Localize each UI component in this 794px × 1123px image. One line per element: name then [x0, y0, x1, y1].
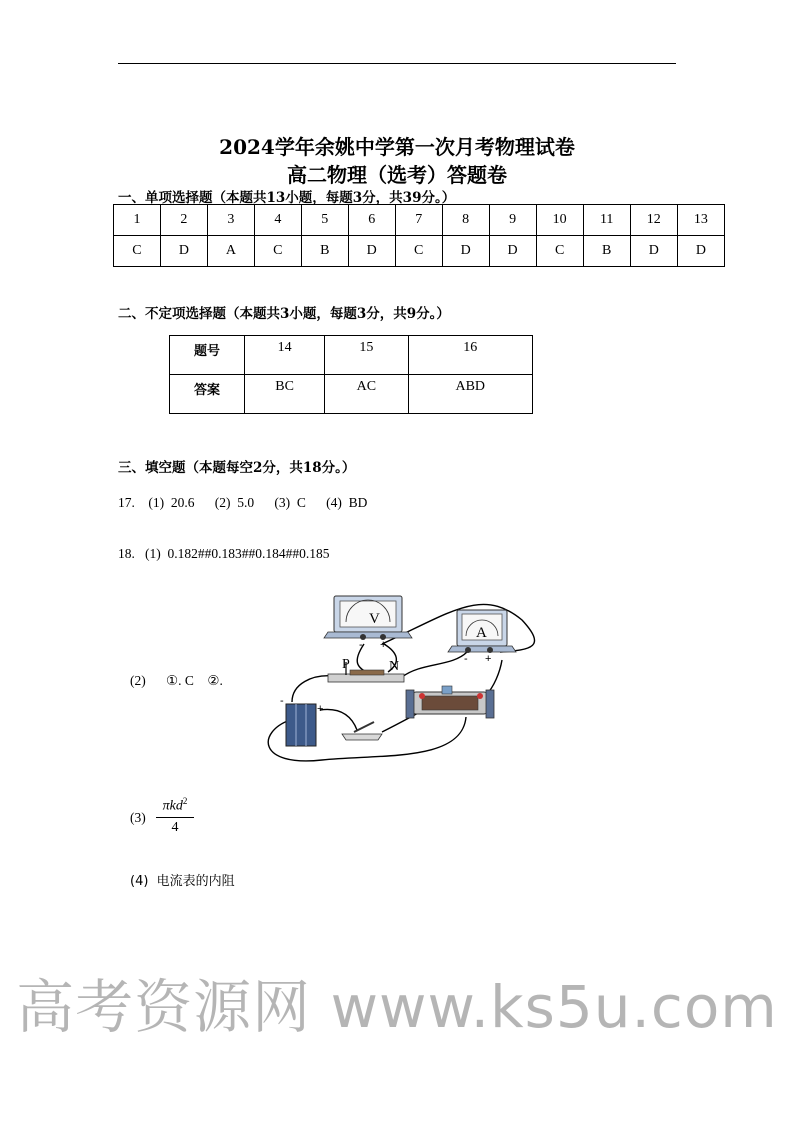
battery-plus: +	[317, 703, 324, 715]
switch	[342, 722, 382, 740]
wire-a-minus-to-n	[402, 652, 467, 677]
question-number: 11	[583, 205, 630, 236]
q18-part3-label: (3)	[130, 810, 146, 825]
ammeter-plus: +	[485, 653, 492, 665]
point-n-label: N	[389, 659, 400, 674]
question-number: 10	[536, 205, 583, 236]
q18-part4: (4) 电流表的内阻	[130, 874, 235, 889]
answer-cell: ABD	[408, 375, 533, 414]
point-p-label: P	[342, 657, 350, 672]
answer-cell: D	[442, 236, 489, 267]
question-number: 3	[207, 205, 254, 236]
answer-cell: C	[254, 236, 301, 267]
wire-battery-to-switch	[320, 709, 357, 730]
fraction-denominator: 4	[171, 819, 179, 835]
question-number: 2	[160, 205, 207, 236]
table-row	[114, 205, 725, 236]
header-rule	[118, 63, 676, 64]
answer-cell: D	[630, 236, 677, 267]
answer-cell: D	[677, 236, 724, 267]
row-label-answer: 答案	[170, 375, 245, 414]
section2-heading: 二、不定项选择题（本题共3小题，每题3分，共9分。）	[118, 306, 450, 322]
question-number: 1	[114, 205, 161, 236]
question-number: 6	[348, 205, 395, 236]
question-number: 15	[325, 336, 408, 375]
question-number: 5	[301, 205, 348, 236]
answer-cell: BC	[245, 375, 325, 414]
battery-minus: -	[280, 695, 284, 707]
rheostat	[406, 686, 494, 718]
voltmeter-label: V	[369, 611, 380, 627]
answer-cell: D	[489, 236, 536, 267]
answer-cell: D	[160, 236, 207, 267]
ammeter-minus: -	[464, 653, 468, 665]
watermark: 高考资源网 www.ks5u.com	[16, 973, 778, 1041]
question-number: 9	[489, 205, 536, 236]
answer-sheet-subtitle: 高二物理（选考）答题卷	[287, 163, 507, 187]
question-number: 13	[677, 205, 724, 236]
row-label-number: 题号	[170, 336, 245, 375]
question-number: 16	[408, 336, 533, 375]
answer-cell: D	[348, 236, 395, 267]
answer-cell: B	[301, 236, 348, 267]
section1-heading: 一、单项选择题（本题共13小题，每题3分，共39分。）	[118, 190, 456, 206]
answer-cell: B	[583, 236, 630, 267]
voltmeter-minus: -	[359, 639, 363, 651]
q18-part2: (2) ①. C ②.	[130, 673, 223, 688]
section3-heading: 三、填空题（本题每空2分，共18分。）	[118, 460, 356, 476]
section2-answer-table	[169, 335, 533, 414]
fraction-numerator	[156, 796, 194, 818]
circuit-diagram	[262, 592, 544, 764]
q17-answers: 17. (1) 20.6 (2) 5.0 (3) C (4) BD	[118, 495, 368, 510]
exam-title: 2024学年余姚中学第一次月考物理试卷	[219, 135, 575, 159]
numerator-text: πkd	[162, 798, 183, 814]
question-number: 8	[442, 205, 489, 236]
answer-cell: C	[395, 236, 442, 267]
q18-part3-fraction	[156, 796, 194, 836]
battery	[286, 704, 316, 746]
section1-answer-table	[113, 204, 725, 267]
question-number: 4	[254, 205, 301, 236]
table-row	[170, 336, 533, 375]
table-row	[170, 375, 533, 414]
numerator-exponent: 2	[182, 796, 188, 806]
ammeter-label: A	[476, 625, 487, 641]
answer-cell: C	[114, 236, 161, 267]
question-number: 12	[630, 205, 677, 236]
answer-cell: C	[536, 236, 583, 267]
question-number: 14	[245, 336, 325, 375]
voltmeter	[324, 596, 412, 640]
answer-cell: A	[207, 236, 254, 267]
answer-cell: AC	[325, 375, 408, 414]
table-row	[114, 236, 725, 267]
voltmeter-plus: +	[380, 639, 387, 651]
q18-part1: 18. (1) 0.182##0.183##0.184##0.185	[118, 546, 330, 561]
question-number: 7	[395, 205, 442, 236]
